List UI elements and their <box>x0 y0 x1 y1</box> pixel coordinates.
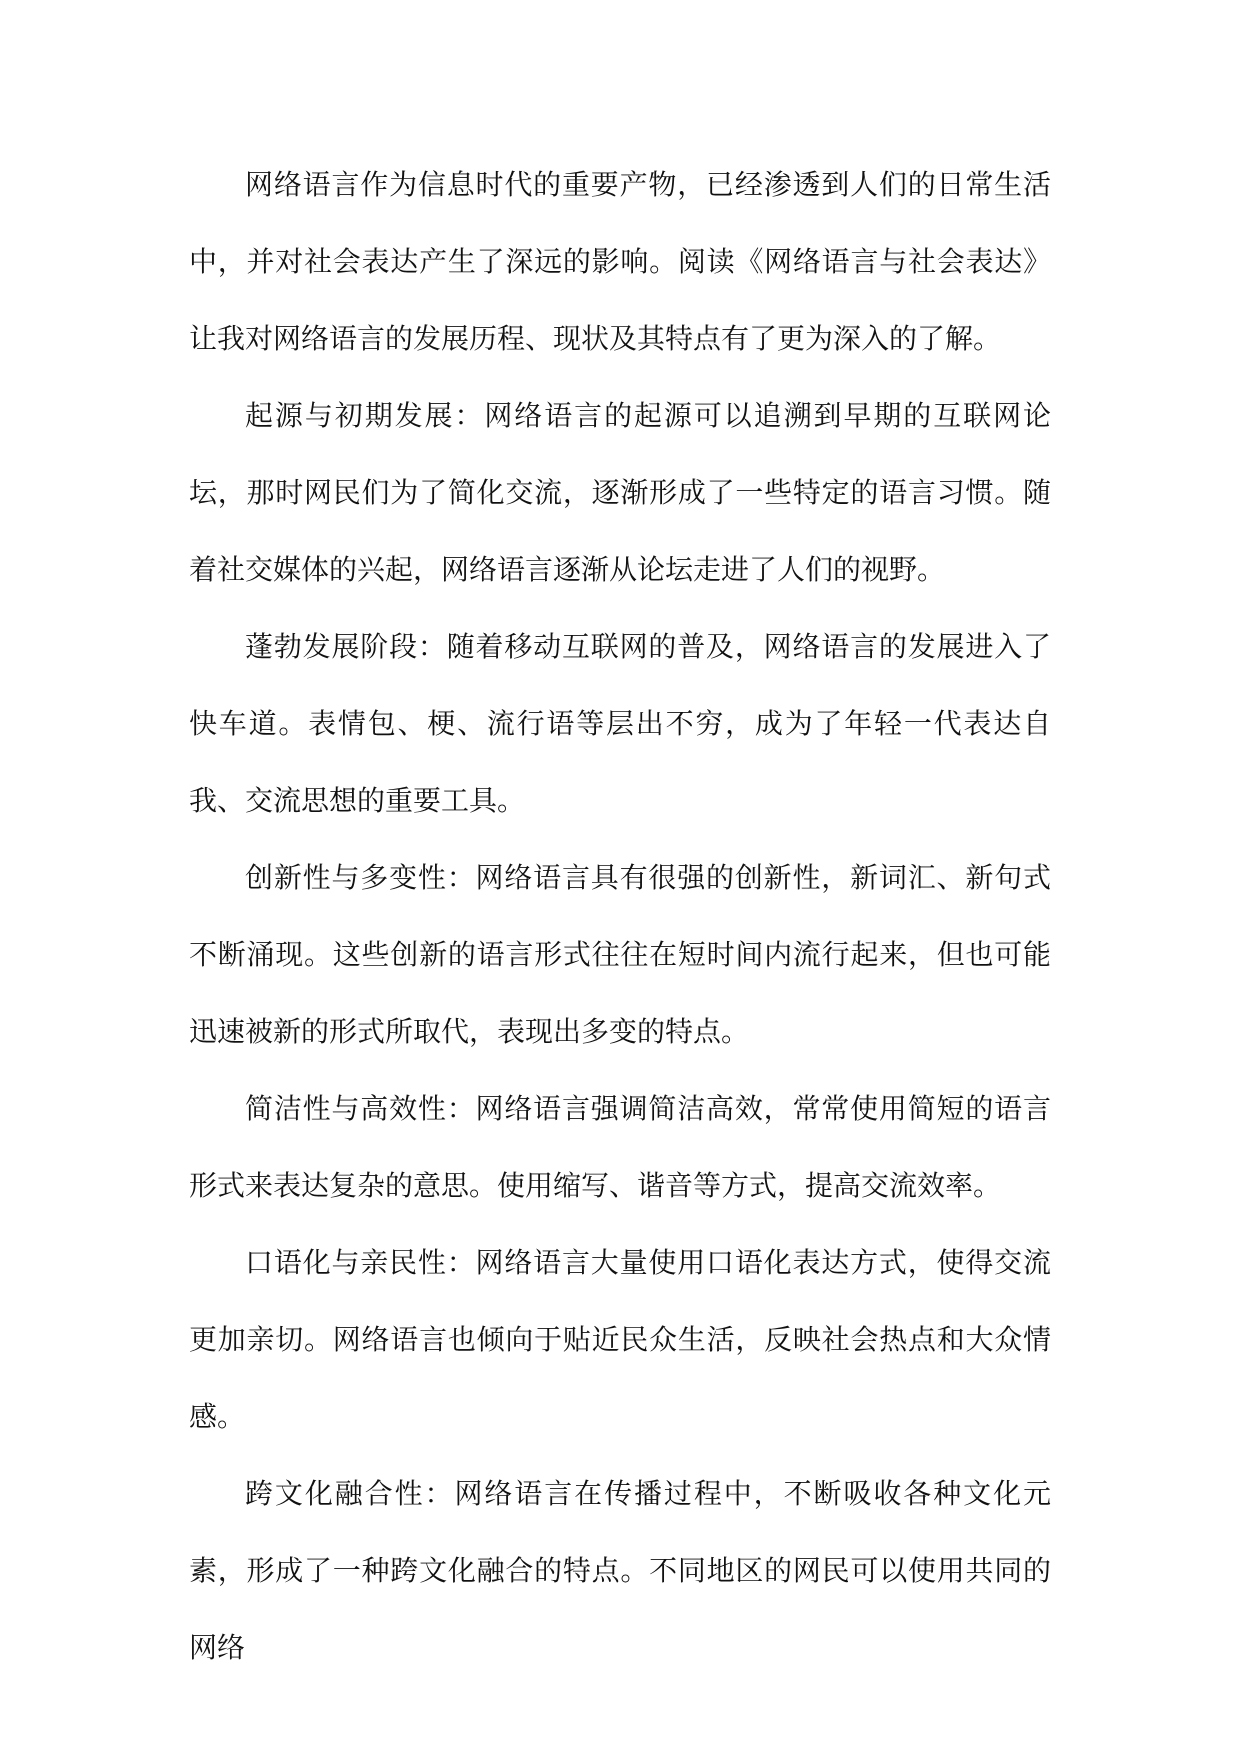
paragraph-intro: 网络语言作为信息时代的重要产物，已经渗透到人们的日常生活中，并对社会表达产生了深远的影响。阅读《网络语言与社会表达》让我对网络语言的发展历程、现状及其特点有了更为深入的了解。 <box>189 168 1051 355</box>
paragraph-colloquial: 口语化与亲民性：网络语言大量使用口语化表达方式，使得交流更加亲切。网络语言也倾向于贴近民众生活，反映社会热点和大众情感。 <box>189 1246 1051 1433</box>
paragraph-innovation: 创新性与多变性：网络语言具有很强的创新性，新词汇、新句式不断涌现。这些创新的语言形式往往在短时间内流行起来，但也可能迅速被新的形式所取代，表现出多变的特点。 <box>189 861 1051 1048</box>
paragraph-origin: 起源与初期发展：网络语言的起源可以追溯到早期的互联网论坛，那时网民们为了简化交流，逐渐形成了一些特定的语言习惯。随着社交媒体的兴起，网络语言逐渐从论坛走进了人们的视野。 <box>189 399 1051 586</box>
paragraph-conciseness: 简洁性与高效性：网络语言强调简洁高效，常常使用简短的语言形式来表达复杂的意思。使用缩写、谐音等方式，提高交流效率。 <box>189 1092 1051 1202</box>
document-body <box>189 146 1051 1686</box>
paragraph-cross-cultural: 跨文化融合性：网络语言在传播过程中，不断吸收各种文化元素，形成了一种跨文化融合的特点。不同地区的网民可以使用共同的网络 <box>189 1477 1051 1664</box>
paragraph-boom: 蓬勃发展阶段：随着移动互联网的普及，网络语言的发展进入了快车道。表情包、梗、流行语等层出不穷，成为了年轻一代表达自我、交流思想的重要工具。 <box>189 630 1051 817</box>
